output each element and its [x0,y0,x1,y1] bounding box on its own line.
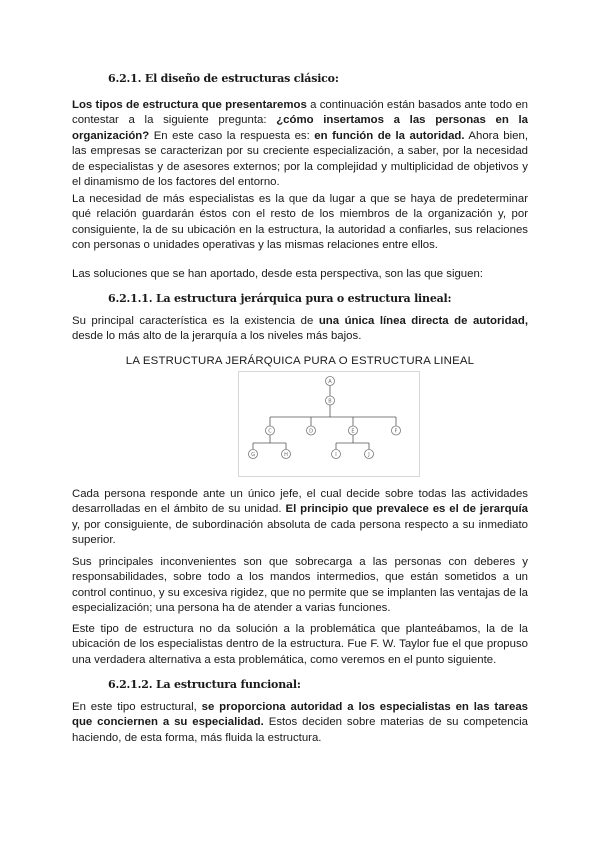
svg-text:G: G [251,451,255,458]
bold-text: El principio que prevalece es el de jerarquía [285,503,528,516]
paragraph-solutions: Las soluciones que se han aportado, desde esta perspectiva, son las que siguen: [72,268,483,280]
svg-text:I: I [335,451,337,458]
bold-text: en función de la autoridad. [314,129,465,142]
bold-text: Los tipos de estructura que presentaremos [72,99,307,111]
text: a continuación están basados ante todo en contestar a la siguiente pregunta: [72,99,528,127]
text: Su principal característica es la existencia de [72,315,319,327]
svg-text:H: H [284,451,288,458]
paragraph-specialists: La necesidad de más especialistas es la que da lugar a que se haya de predeterminar qué relación guardarán éstos con el resto de los miembros de la organización y, por consiguiente, la de su ubicación en la estructura, la autoridad a confiarles, sus relaciones con personas o unidades operativas y las mismas relaciones entre ellos. [72,193,528,252]
paragraph-taylor: Este tipo de estructura no da solución a la problemática que planteábamos, la de la ubicación de los especialistas dentro de la estructura. Fue F. W. Taylor fue el que propuso una verdadera alternativa a esta problemática, como veremos en el punto siguiente. [72,623,528,666]
text: En este caso la respuesta es: [149,129,315,142]
paragraph-main-feature [72,314,528,345]
section-heading-6-2-1-1: 6.2.1.1. La estructura jerárquica pura o estructura lineal: [108,292,452,305]
text: y, por consiguiente, de subordinación absoluta de cada persona respecto a su inmediato superior. [72,518,528,547]
section-heading-6-2-1-2: 6.2.1.2. La estructura funcional: [108,678,301,691]
org-node [392,426,401,435]
org-chart-svg [238,371,420,477]
svg-text:J: J [368,451,370,458]
org-chart-figure [238,371,420,477]
paragraph-intro [72,98,528,190]
org-node [365,450,374,459]
org-node [266,426,275,435]
org-node [349,426,358,435]
paragraph-single-boss [72,487,528,549]
paragraph-functional [72,700,528,746]
bold-text: ¿cómo insertamos a las personas en la organización? [72,114,528,142]
text: desde lo más alto de la jerarquía a los niveles más bajos. [72,330,362,343]
org-node [326,396,335,405]
svg-text:A: A [328,378,332,385]
org-node [249,450,258,459]
svg-text:F: F [394,428,398,435]
text: Ahora bien, las empresas se caracterizan por su creciente especialización, a saber, por la necesidad de especialistas y de asesores externos; por la complejidad y multiplicidad de objetivos y el dinamismo de los factores del entorno. [72,129,529,189]
org-node [326,377,335,386]
svg-text:B: B [328,398,332,405]
text: En este tipo estructural, [72,701,202,713]
bold-text: se proporciona autoridad a los especialistas en las tareas que conciernen a su especialidad. [72,701,528,729]
text: Estos deciden sobre materias de su competencia haciendo, de esta forma, más fluida la estructura. [72,716,528,744]
figure-border [239,372,420,477]
svg-text:D: D [309,428,313,435]
svg-text:C: C [268,428,272,435]
section-heading-6-2-1: 6.2.1. El diseño de estructuras clásico: [108,72,339,85]
paragraph-drawbacks: Sus principales inconvenientes son que sobrecarga a las personas con deberes y responsabilidades, sobre todo a los mandos intermedios, que están sometidos a un control continuo, y su excesiva rigidez, que no permite que se implanten las ventajas de la especialización; una persona ha de atender a varias funciones. [72,556,528,615]
org-node [332,450,341,459]
svg-text:E: E [351,428,355,435]
org-node [282,450,291,459]
figure-title: LA ESTRUCTURA JERÁRQUICA PURA O ESTRUCTURA LINEAL [125,355,475,367]
text: Cada persona responde ante un único jefe, el cual decide sobre todas las actividades desarrolladas en el ámbito de su unidad. [72,488,528,516]
org-node [307,426,316,435]
bold-text: una única línea directa de autoridad, [318,315,528,327]
